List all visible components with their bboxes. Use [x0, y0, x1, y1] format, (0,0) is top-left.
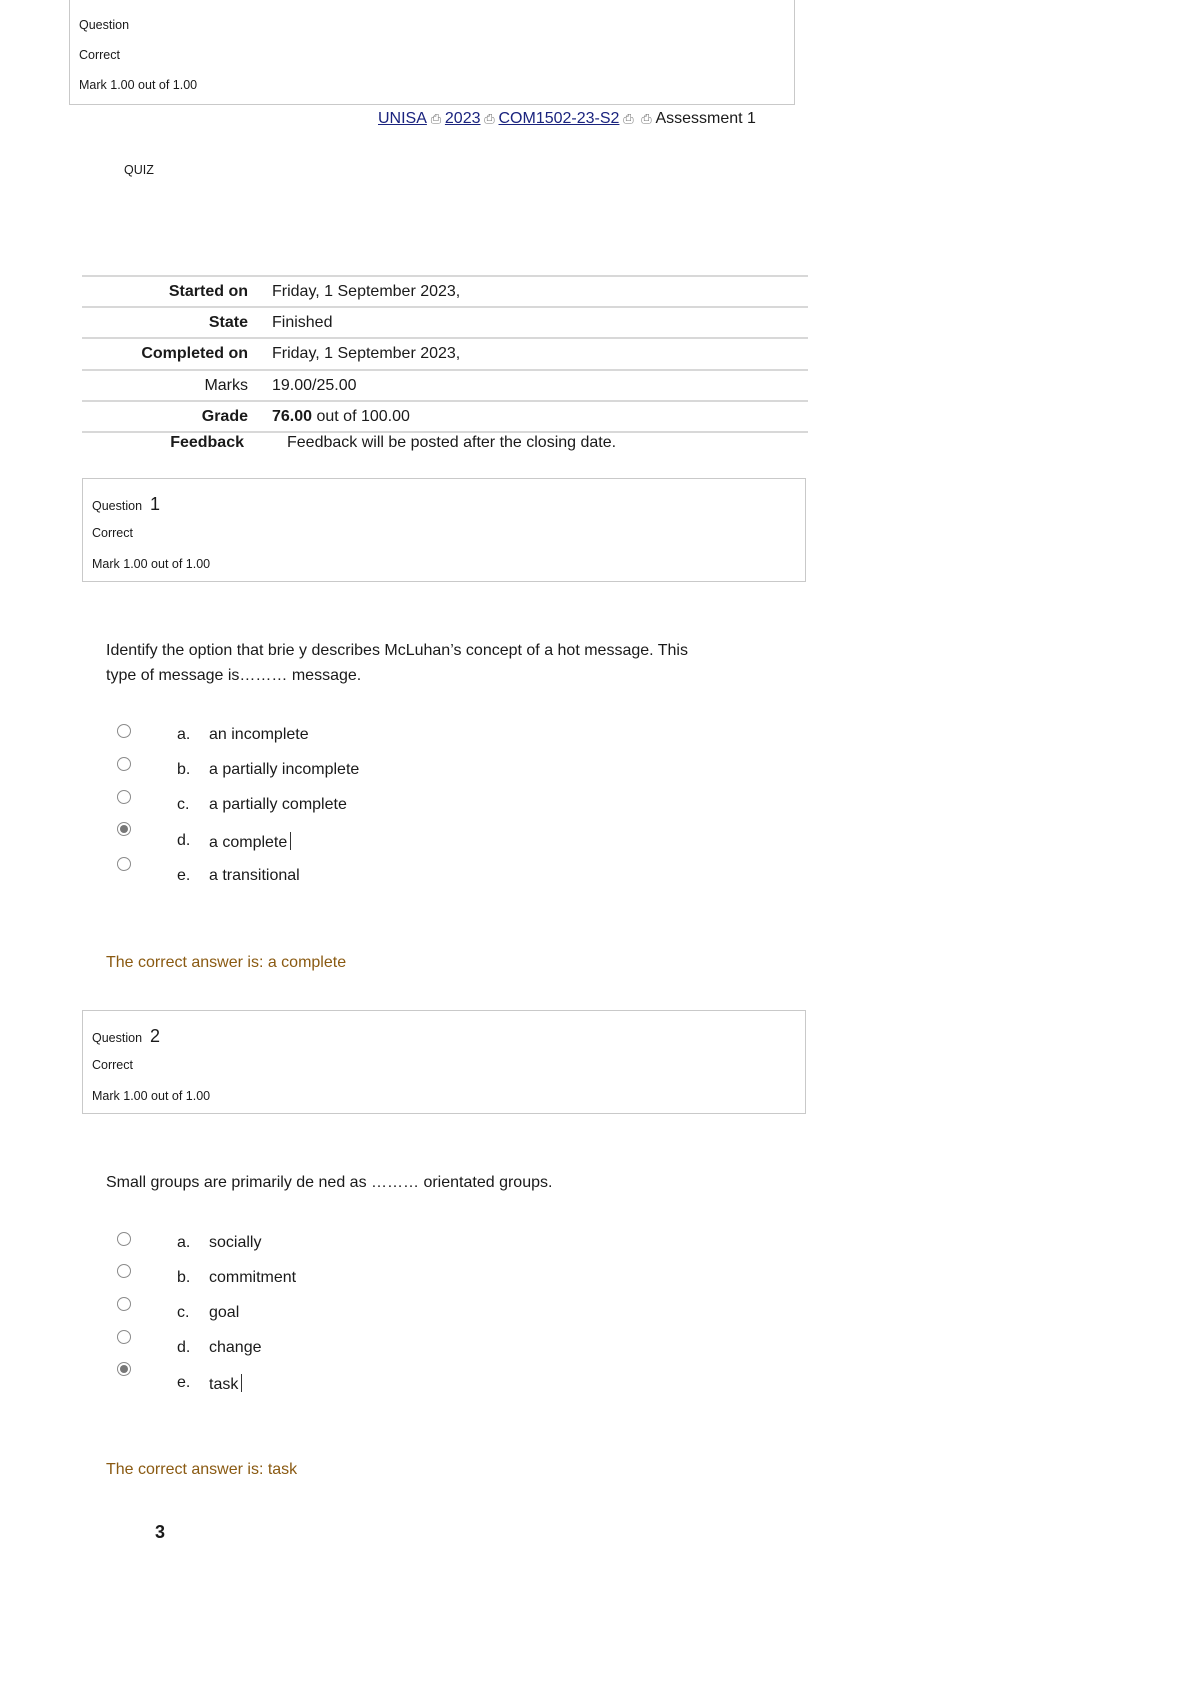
question-1-number: 1 [150, 494, 161, 514]
page-number: 3 [155, 1522, 166, 1542]
question-2-option-c-letter: c. [177, 1304, 190, 1321]
question-2-option-c-radio[interactable] [117, 1297, 131, 1311]
printer-icon: ⎙ [484, 111, 495, 126]
question-2-option-b-letter: b. [177, 1269, 191, 1286]
question-1-option-e-radio[interactable] [117, 857, 131, 871]
question-2-option-e-letter: e. [177, 1374, 191, 1391]
printer-icon: ⎙ [641, 111, 652, 126]
question-1-option-e-letter: e. [177, 867, 191, 884]
breadcrumb-link-course[interactable]: COM1502-23-S2 [498, 110, 620, 127]
feedback-label: Feedback [170, 434, 244, 451]
grade-value-score: 76.00 [272, 408, 313, 425]
question-1-option-c-letter: c. [177, 796, 190, 813]
question-1-status: Correct [92, 526, 133, 540]
breadcrumb [378, 110, 756, 128]
question-1-text-line2: type of message is……… message. [106, 667, 362, 684]
top-question-box [69, 0, 795, 105]
breadcrumb-link-unisa[interactable]: UNISA [378, 110, 427, 127]
top-question-status: Correct [79, 48, 120, 62]
breadcrumb-link-year[interactable]: 2023 [444, 110, 481, 127]
question-2-option-d-letter: d. [177, 1339, 191, 1356]
question-1-option-c-text: a partially complete [209, 796, 347, 813]
question-2-option-b-radio[interactable] [117, 1264, 131, 1278]
question-1-option-a-text: an incomplete [209, 726, 309, 743]
grade-value [272, 408, 410, 426]
question-1-info [82, 478, 806, 582]
state-value: Finished [272, 314, 333, 331]
state-label: State [208, 314, 248, 331]
grade-value-total: out of 100.00 [312, 408, 410, 425]
completed-on-label: Completed on [141, 345, 248, 362]
marks-label: Marks [204, 377, 248, 394]
question-1-option-c-radio[interactable] [117, 790, 131, 804]
summary-row-started [82, 275, 808, 306]
summary-row-grade [82, 400, 808, 431]
question-1-option-a-radio[interactable] [117, 724, 131, 738]
question-2-info [82, 1010, 806, 1114]
question-1-option-d-text: a complete [209, 834, 288, 851]
text-cursor [290, 832, 291, 850]
question-2-option-d-text: change [209, 1339, 262, 1356]
question-1-option-b-letter: b. [177, 761, 191, 778]
summary-row-completed [82, 337, 808, 368]
printer-icon: ⎙ [623, 111, 634, 126]
question-2-option-a-text: socially [209, 1234, 262, 1251]
question-2-option-e-text: task [209, 1376, 239, 1393]
started-on-value: Friday, 1 September 2023, [272, 283, 461, 300]
question-1-option-a-letter: a. [177, 726, 191, 743]
top-question-mark: Mark 1.00 out of 1.00 [79, 78, 198, 92]
question-1-option-d-letter: d. [177, 832, 191, 849]
question-2-correct-answer: The correct answer is: task [106, 1461, 298, 1478]
quiz-label: QUIZ [124, 163, 154, 177]
question-1-correct-answer: The correct answer is: a complete [106, 954, 347, 971]
question-1-option-b-text: a partially incomplete [209, 761, 360, 778]
summary-row-marks [82, 369, 808, 400]
started-on-label: Started on [168, 283, 248, 300]
grade-label: Grade [201, 408, 248, 425]
text-cursor [241, 1374, 242, 1392]
question-1-text-line1: Identify the option that brie y describes McLuhan’s concept of a hot message. This [106, 642, 688, 659]
question-2-status: Correct [92, 1058, 133, 1072]
question-1-text [106, 638, 746, 688]
question-1-option-d-radio[interactable] [117, 822, 131, 836]
question-2-number: 2 [150, 1026, 161, 1046]
breadcrumb-current: Assessment 1 [655, 110, 756, 127]
question-1-heading [92, 494, 160, 515]
question-1-label: Question [92, 499, 143, 513]
question-2-label: Question [92, 1031, 143, 1045]
question-1-option-d [209, 832, 291, 852]
question-2-option-b-text: commitment [209, 1269, 297, 1286]
question-2-option-a-letter: a. [177, 1234, 191, 1251]
question-2-option-a-radio[interactable] [117, 1232, 131, 1246]
summary-row-state [82, 306, 808, 337]
feedback-value: Feedback will be posted after the closing date. [287, 434, 617, 451]
question-2-option-d-radio[interactable] [117, 1330, 131, 1344]
summary-row-feedback [82, 431, 808, 457]
question-2-text-line1: Small groups are primarily de ned as ……… orientated groups. [106, 1174, 553, 1191]
question-1-option-e-text: a transitional [209, 867, 300, 884]
question-2-option-c-text: goal [209, 1304, 240, 1321]
question-2-text [106, 1170, 746, 1195]
question-2-heading [92, 1026, 160, 1047]
question-1-mark: Mark 1.00 out of 1.00 [92, 557, 211, 571]
question-2-option-e-radio[interactable] [117, 1362, 131, 1376]
question-1-option-b-radio[interactable] [117, 757, 131, 771]
question-2-option-e [209, 1374, 242, 1394]
completed-on-value: Friday, 1 September 2023, [272, 345, 461, 362]
top-question-label: Question [79, 18, 130, 32]
question-2-mark: Mark 1.00 out of 1.00 [92, 1089, 211, 1103]
marks-value: 19.00/25.00 [272, 377, 357, 394]
printer-icon: ⎙ [430, 111, 442, 126]
